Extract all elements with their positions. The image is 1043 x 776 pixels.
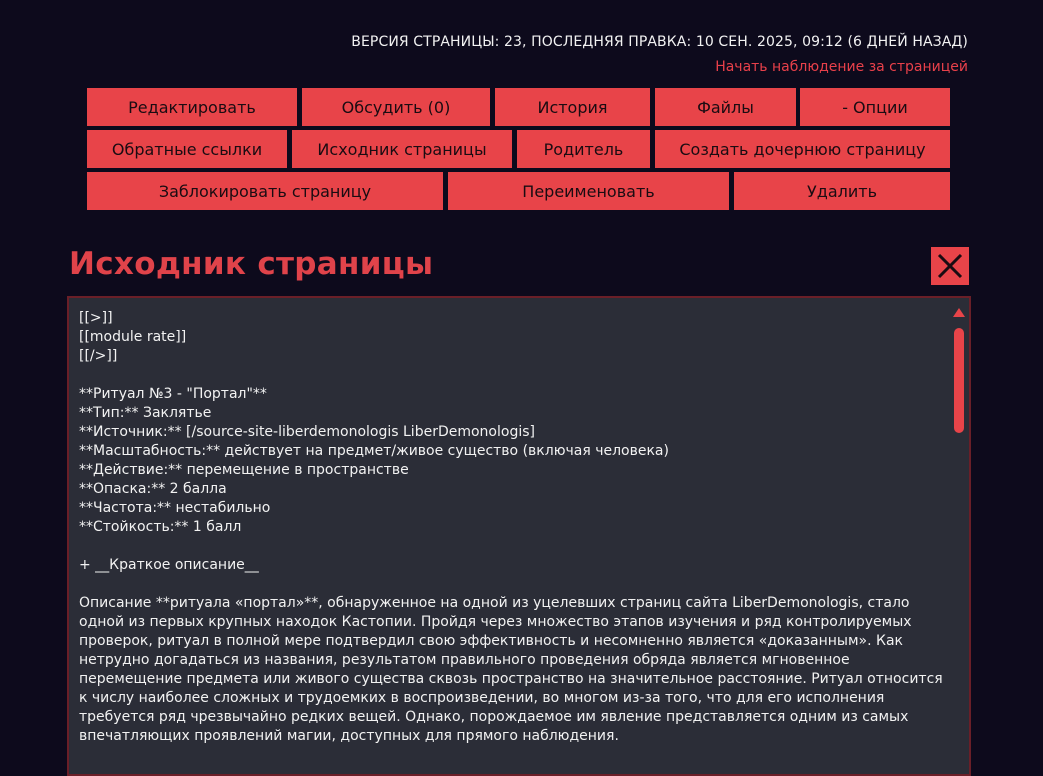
rename-button[interactable]: Переименовать	[448, 172, 729, 210]
create-child-page-button[interactable]: Создать дочернюю страницу	[655, 130, 950, 168]
source-code-box[interactable]	[67, 296, 971, 776]
source-code-text: [[>]] [[module rate]] [[/>]] **Ритуал №3 - "Портал"** **Тип:** Заклятье **Источник:** [/source-site-liberdemonologis LiberDemonologis] **Масштабность:** действует на предмет/живое существо (включая человека) **Действие:** перемещение в пространстве **Опаска:** 2 балла **Частота:** нестабильно **Стойкость:** 1 балл + __Краткое описание__ Описание **ритуала «портал»**, обнаруженное на одной из уцелевших страниц сайта LiberDemonologis, стало одной из первых крупных находок Кастопии. Пройдя через множество этапов изучения и ряд контролируемых проверок, ритуал в полной мере подтвердил свою эффективность и несомненно является «доказанным». Как нетрудно догадаться из названия, результатом правильного проведения обряда является мгновенное перемещение предмета или живого существа сквозь пространство на значительное расстояние. Ритуал относится к числу наиболее сложных и трудоемких в воспроизведении, во многом из-за того, что для его исполнения требуется ряд чрезвычайно редких вещей. Однако, порождаемое им явление представляется одним из самых впечатляющих проявлений магии, доступных для прямого наблюдения.	[79, 310, 943, 744]
scroll-up-arrow-icon[interactable]	[953, 308, 965, 317]
backlinks-button[interactable]: Обратные ссылки	[87, 130, 287, 168]
edit-button[interactable]: Редактировать	[87, 88, 297, 126]
parent-button[interactable]: Родитель	[517, 130, 650, 168]
options-button[interactable]: - Опции	[800, 88, 950, 126]
delete-button[interactable]: Удалить	[734, 172, 950, 210]
page-source-title: Исходник страницы	[69, 246, 434, 282]
history-button[interactable]: История	[495, 88, 650, 126]
page-version-info: ВЕРСИЯ СТРАНИЦЫ: 23, ПОСЛЕДНЯЯ ПРАВКА: 10 СЕН. 2025, 09:12 (6 ДНЕЙ НАЗАД)	[351, 34, 968, 50]
scrollbar[interactable]	[953, 304, 965, 776]
discuss-button[interactable]: Обсудить (0)	[302, 88, 490, 126]
close-icon	[931, 247, 969, 285]
watch-page-link[interactable]: Начать наблюдение за страницей	[715, 59, 968, 75]
scrollbar-thumb[interactable]	[954, 328, 964, 433]
page-source-button[interactable]: Исходник страницы	[292, 130, 512, 168]
lock-page-button[interactable]: Заблокировать страницу	[87, 172, 443, 210]
files-button[interactable]: Файлы	[655, 88, 796, 126]
close-button[interactable]	[931, 247, 969, 285]
